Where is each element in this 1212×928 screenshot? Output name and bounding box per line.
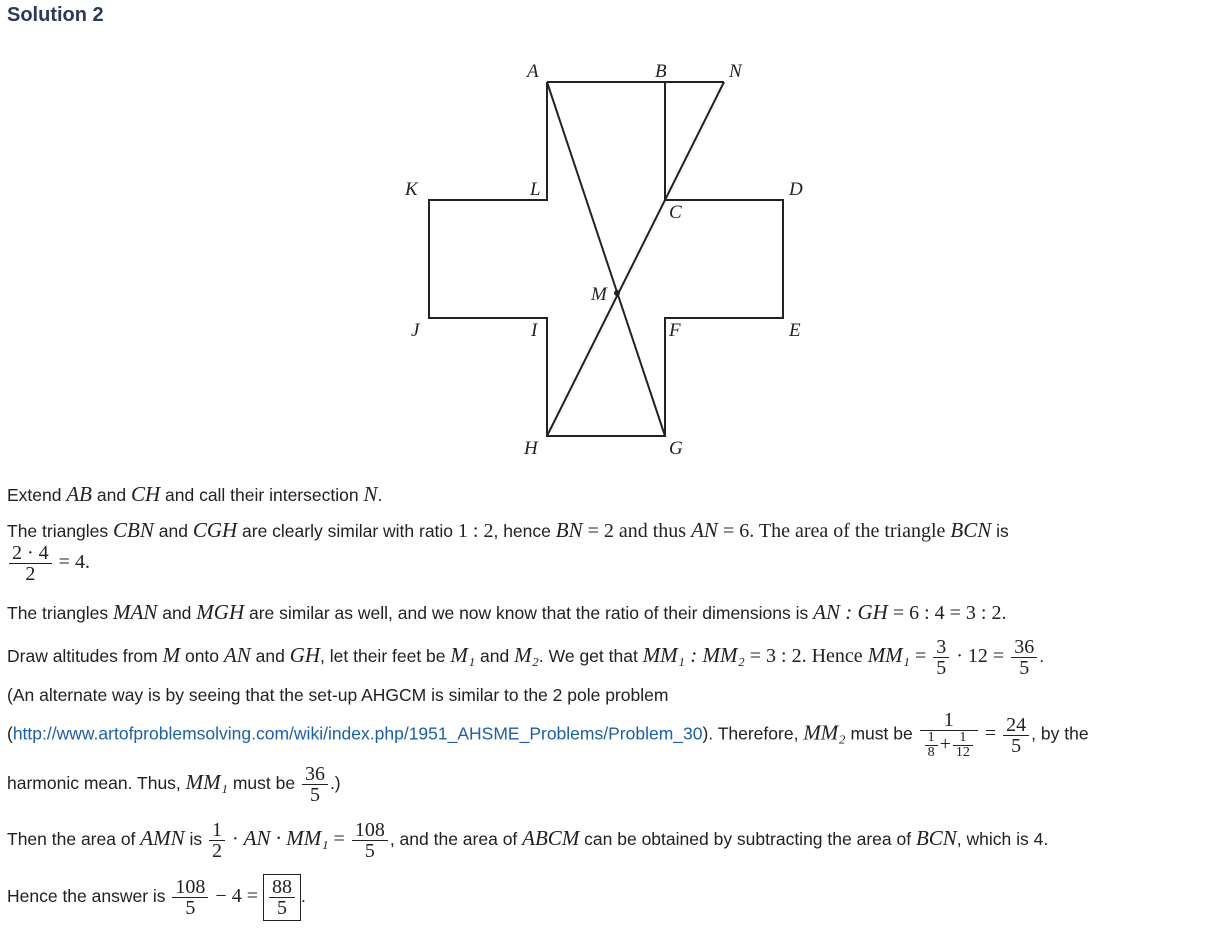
cross-figure: [380, 55, 840, 465]
point-m: [614, 290, 620, 296]
boxed-answer: $\frac{88}{5}$: [263, 874, 301, 921]
label-i: I: [531, 320, 538, 341]
fraction-harmonic: 1 $\frac{1}{8}$ + $\frac{1}{12}$: [920, 710, 978, 760]
paragraph-answer: Hence the answer is $\frac{108}{5}$ − 4 = $\frac{88}{5}$ .: [7, 876, 306, 919]
paragraph-harmonic: harmonic mean. Thus, MM₁ must be $\frac{36}{5}$ .): [7, 763, 341, 806]
label-m: M: [591, 284, 607, 305]
segment-ag: [547, 82, 665, 436]
paragraph-extend: Extend AB and CH and call their intersection N.: [7, 482, 383, 506]
fraction-24-5: $\frac{24}{5}$: [1003, 715, 1029, 756]
paragraph-similar: The triangles CBN and CGH are clearly similar with ratio 1 : 2, hence BN = 2 and thus AN = 6. The area of the triangle BCN is: [7, 518, 1009, 542]
fraction-108-5-answer: $\frac{108}{5}$: [172, 877, 208, 918]
fraction-half: $\frac{1}{2}$: [209, 820, 225, 861]
paragraph-alternate: (An alternate way is by seeing that the set-up AHGCM is similar to the 2 pole problem: [7, 685, 669, 705]
fraction-36-5: $\frac{36}{5}$: [1011, 637, 1037, 678]
paragraph-ratio: The triangles MAN and MGH are similar as well, and we now know that the ratio of their dimensions is AN : GH = 6 : 4 = 3 : 2.: [7, 600, 1007, 624]
label-e: E: [789, 320, 801, 341]
label-c: C: [669, 202, 682, 223]
fraction-three-fifths: $\frac{3}{5}$: [933, 637, 949, 678]
fraction-mm1: $\frac{36}{5}$: [302, 764, 328, 805]
paragraph-altitudes: Draw altitudes from M onto AN and GH, let their feet be M₁ and M₂. We get that MM₁ : MM₂ = 3 : 2. Hence MM₁ = $\frac{3}{5}$ · 12 = $\frac{36}{5}$ .: [7, 636, 1045, 679]
paragraph-link: (http://www.artofproblemsolving.com/wiki/index.php/1951_AHSME_Problems/Problem_30). Therefore, MM₂ must be 1 $\frac{1}{8}$ + $\frac{1}{12}$ = $\frac{24}{5}$ , by the: [7, 709, 1089, 760]
label-j: J: [411, 320, 420, 341]
label-f: F: [669, 320, 681, 341]
paragraph-area-fraction: $\frac{2 \cdot 4}{2}$ = 4.: [7, 543, 90, 584]
label-k: K: [405, 179, 418, 200]
paragraph-area-amn: Then the area of AMN is $\frac{1}{2}$ · AN · MM₁ = $\frac{108}{5}$ , and the area of ABCM can be obtained by subtracting the area of BCN, which is 4.: [7, 819, 1049, 862]
label-h: H: [524, 438, 538, 459]
label-a: A: [527, 61, 539, 82]
fraction-area: $\frac{2 \cdot 4}{2}$: [9, 543, 52, 584]
segment-nh: [547, 82, 724, 436]
label-n: N: [729, 61, 742, 82]
fraction-108-5: $\frac{108}{5}$: [352, 820, 388, 861]
label-b: B: [655, 61, 667, 82]
label-l: L: [530, 179, 541, 200]
solution-heading: Solution 2: [7, 4, 104, 26]
label-g: G: [669, 438, 683, 459]
problem-link[interactable]: http://www.artofproblemsolving.com/wiki/index.php/1951_AHSME_Problems/Problem_30: [12, 723, 703, 744]
figure-lines: [429, 82, 783, 436]
label-d: D: [789, 179, 803, 200]
